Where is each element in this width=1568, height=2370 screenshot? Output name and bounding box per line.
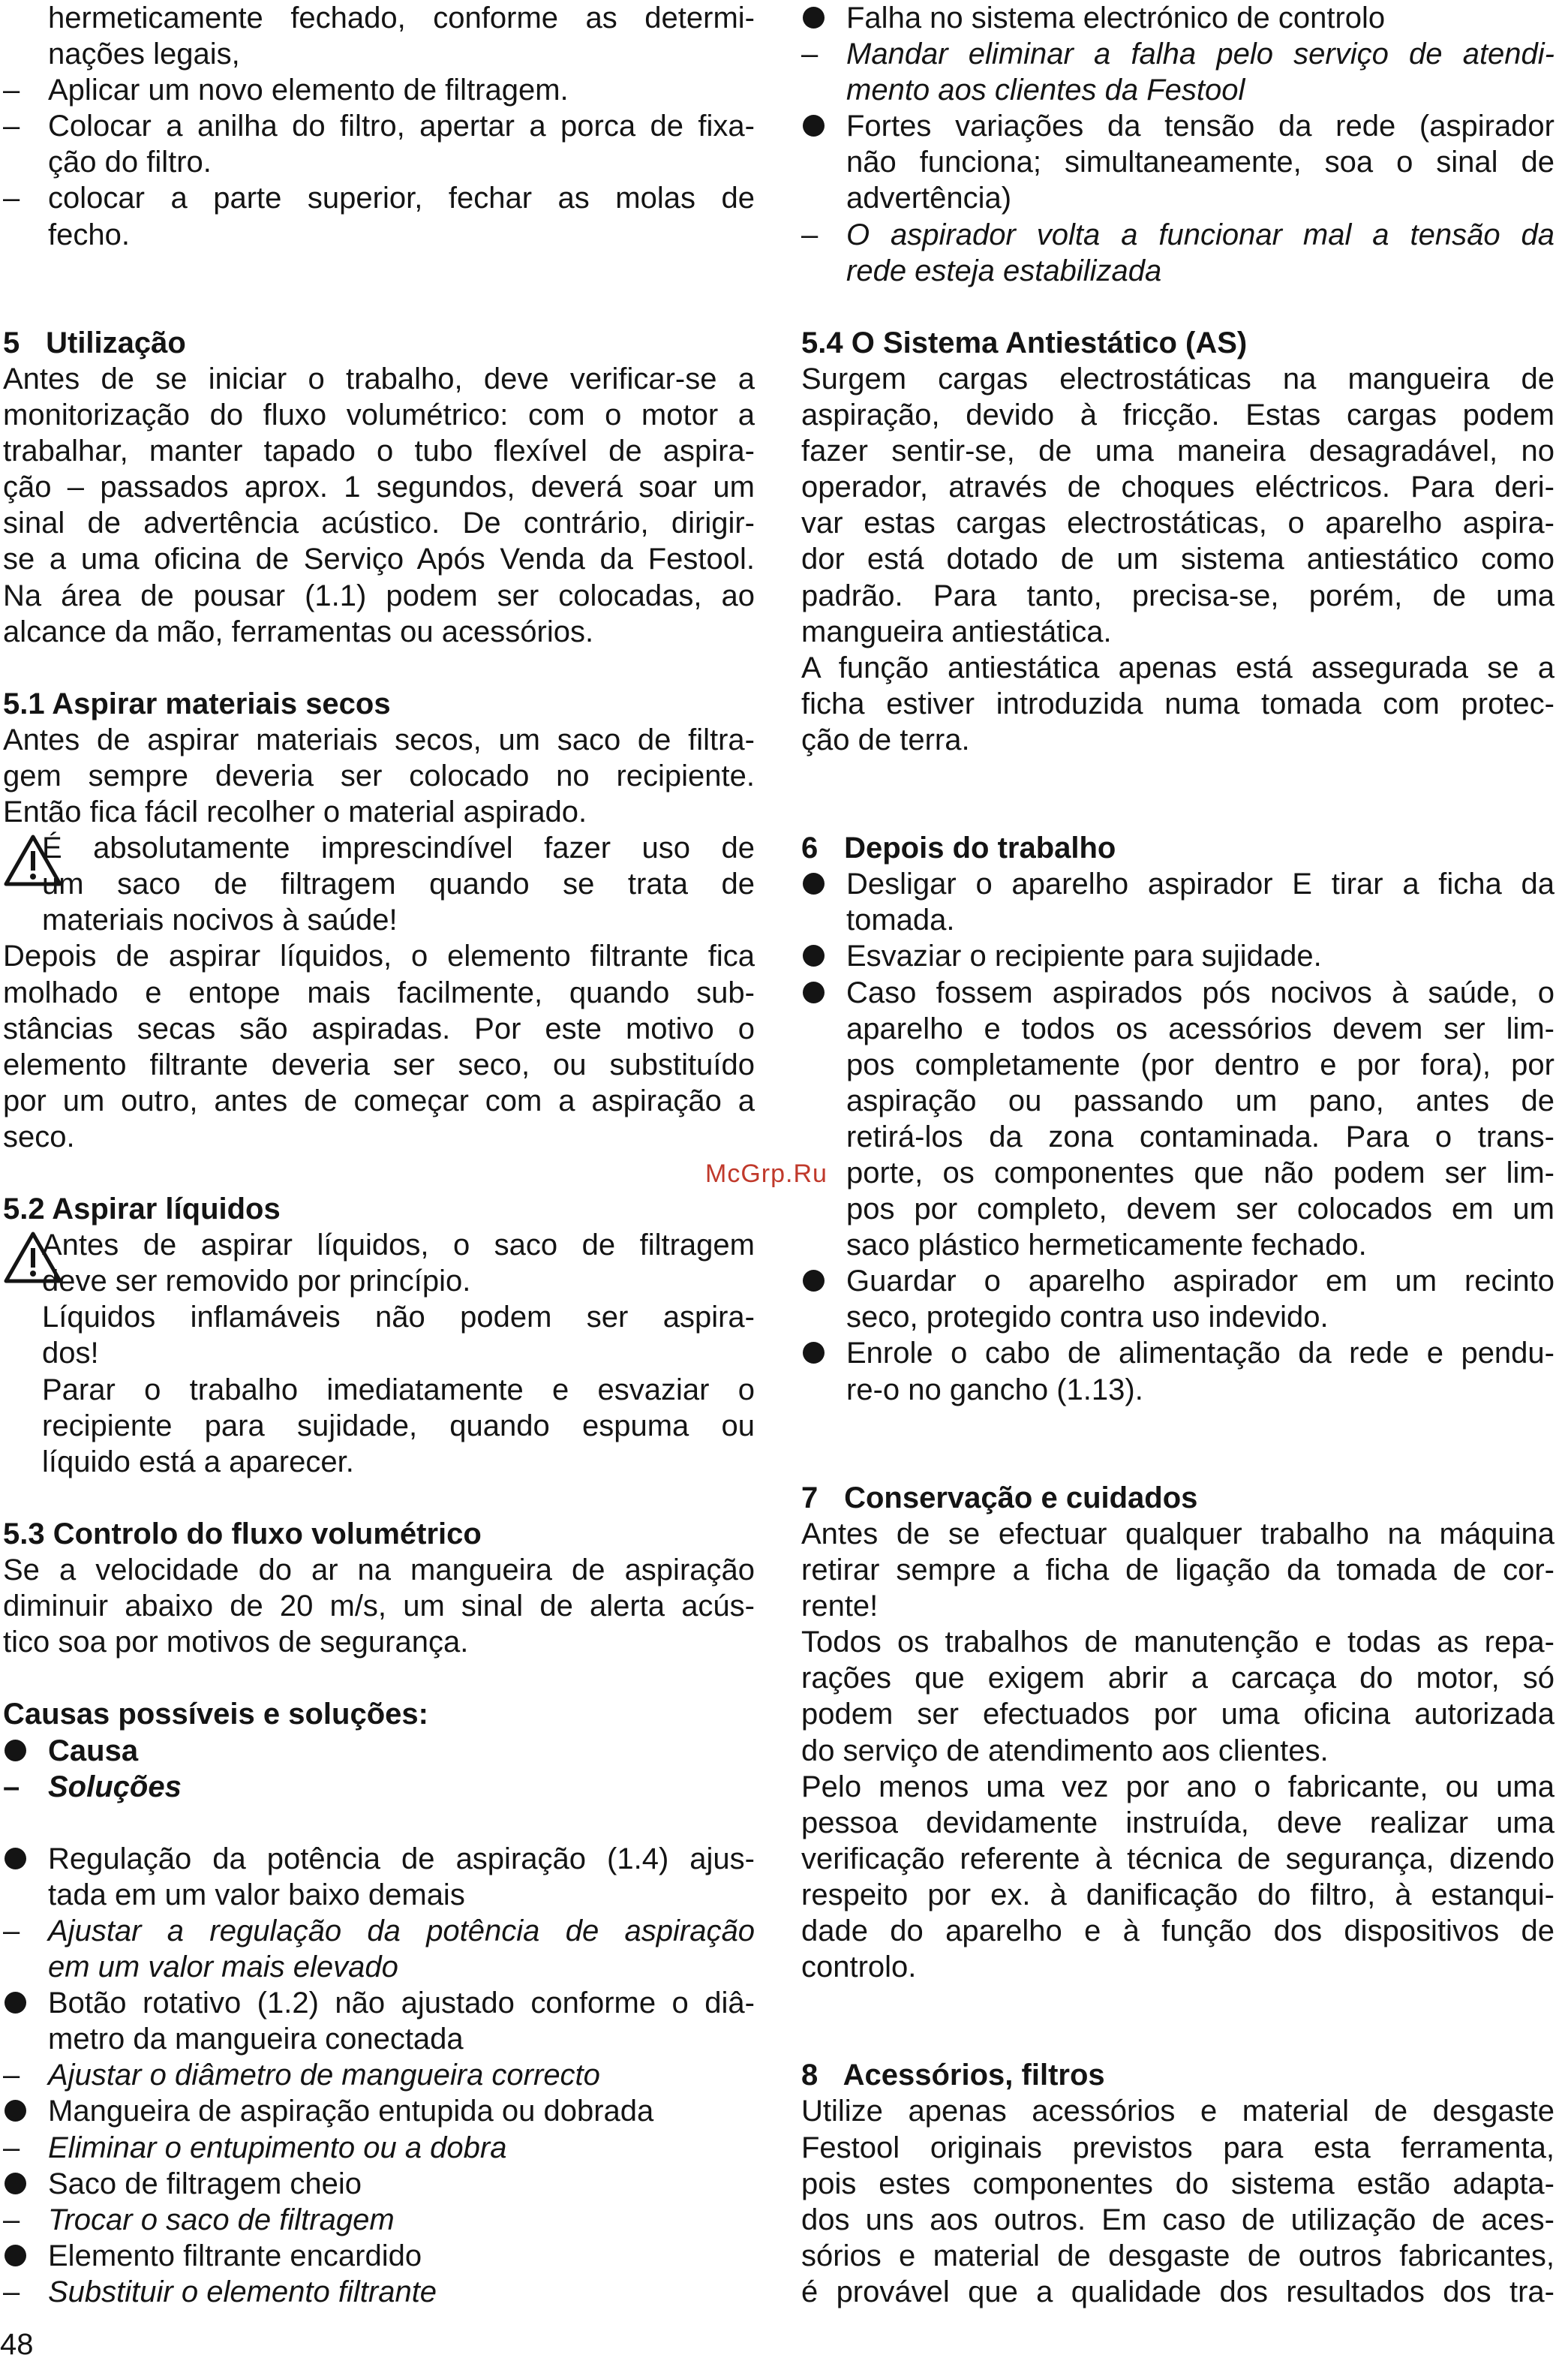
dash-marker: – <box>3 74 20 107</box>
solution-item <box>3 2202 755 2238</box>
item-text: Regulação da potência de aspiração (1.4) ajus- <box>48 1842 755 1875</box>
section-54-line: ficha estiver introduzida numa tomada com protec- <box>801 687 1554 720</box>
bullet-item <box>3 1841 755 1877</box>
item-text: Desligar o aparelho aspirador E tirar a ficha da <box>846 868 1554 901</box>
bullet-item <box>801 1372 1554 1408</box>
item-text: metro da mangueira conectada <box>48 2023 464 2056</box>
section-54-line: ção de terra. <box>801 723 970 756</box>
item-text: Enrole o cabo de alimentação da rede e pendu- <box>846 1337 1554 1370</box>
item-text: Caso fossem aspirados pós nocivos à saúde, o <box>846 976 1554 1009</box>
item-text: ção do filtro. <box>48 146 212 179</box>
bullet-item <box>801 975 1554 1011</box>
section-number: 5.3 <box>3 1517 45 1550</box>
section-51-line: stâncias secas são aspiradas. Por este motivo o <box>3 1012 755 1045</box>
item-text: seco, protegido contra uso indevido. <box>846 1301 1329 1334</box>
item-text: em um valor mais elevado <box>48 1950 398 1984</box>
item-text: fecho. <box>48 218 130 251</box>
section-54-line: A função antiestática apenas está assegurada se a <box>801 651 1554 684</box>
bullet-item <box>801 1155 1554 1191</box>
item-text: Falha no sistema electrónico de controlo <box>846 2 1386 35</box>
right-column <box>801 0 1554 2310</box>
item-text: Colocar a anilha do filtro, apertar a porca de fixa- <box>48 110 755 143</box>
section-7-line: verificação referente à técnica de segurança, dizendo <box>801 1842 1554 1875</box>
section-8-line: Festool originais previstos para esta ferramenta, <box>801 2131 1554 2164</box>
bullet-item <box>3 1985 755 2021</box>
section-title: Controlo do fluxo volumétrico <box>44 1517 482 1550</box>
bullet-item <box>801 938 1554 974</box>
section-53-line: tico soa por motivos de segurança. <box>3 1626 469 1659</box>
warning-line: Líquidos inflamáveis não podem ser aspira- <box>42 1301 755 1334</box>
solution-item <box>3 2274 755 2310</box>
spacer <box>3 650 755 686</box>
section-5-line: Na área de pousar (1.1) podem ser colocadas, ao <box>3 579 755 612</box>
warning-line: deve ser removido por princípio. <box>42 1265 471 1298</box>
section-8-line: Utilize apenas acessórios e material de desgaste <box>801 2095 1554 2128</box>
section-number: 5.4 <box>801 326 843 359</box>
item-text: saco plástico hermeticamente fechado. <box>846 1229 1367 1262</box>
bullet-item <box>801 1083 1554 1119</box>
section-54-line: dor está dotado de um sistema antiestático como <box>801 543 1554 576</box>
section-51-line: molhado e entope mais facilmente, quando sub- <box>3 976 755 1009</box>
section-8-line: pois estes componentes do sistema estão adapta- <box>801 2167 1554 2200</box>
warning-line: recipiente para sujidade, quando espuma ou <box>42 1409 755 1442</box>
intro-step <box>3 108 755 144</box>
section-54-line: operador, através de choques eléctricos. Para deri- <box>801 471 1554 504</box>
warning-line: dos! <box>42 1337 99 1370</box>
item-text: Eliminar o entupimento ou a dobra <box>48 2131 507 2164</box>
solution-item <box>3 2130 755 2166</box>
item-text: aspiração ou passando um pano, antes de <box>846 1084 1554 1117</box>
bullet-dot-icon <box>5 1848 26 1869</box>
dash-marker: – <box>3 1914 20 1947</box>
section-7-line: dade do aparelho e à função dos dispositivos de <box>801 1914 1554 1947</box>
bullet-item <box>801 1335 1554 1371</box>
bullet-dot-icon <box>803 1342 825 1364</box>
bullet-item <box>801 1011 1554 1047</box>
bullet-dot-icon <box>5 2245 26 2266</box>
bullet-dot-icon <box>803 1270 825 1292</box>
section-number: 6 <box>801 832 819 865</box>
bullet-dot-icon <box>803 7 825 29</box>
dash-marker: – <box>3 2203 20 2236</box>
spacer <box>3 253 755 325</box>
legend-cause <box>3 1733 755 1769</box>
intro-step <box>3 217 755 253</box>
section-7-line: do serviço de atendimento aos clientes. <box>801 1734 1329 1767</box>
item-text: Esvaziar o recipiente para sujidade. <box>846 940 1322 973</box>
section-7-line: retirar sempre a ficha de ligação da tomada de cor- <box>801 1553 1554 1587</box>
bullet-dot-icon <box>5 2173 26 2194</box>
item-text: mento aos clientes da Festool <box>846 74 1245 107</box>
spacer <box>801 1408 1554 1480</box>
section-51-line: gem sempre deveria ser colocado no recipiente. <box>3 759 755 793</box>
warning-block <box>3 830 755 938</box>
section-5-line: se a uma oficina de Serviço Após Venda da Festool. <box>3 543 755 576</box>
intro-line: nações legais, <box>48 38 240 71</box>
watermark: McGrp.Ru <box>705 1159 828 1188</box>
solution-item <box>801 36 1554 72</box>
bullet-item <box>801 1299 1554 1335</box>
bullet-item <box>801 0 1554 36</box>
bullet-dot-icon <box>5 2100 26 2122</box>
spacer <box>3 1480 755 1516</box>
spacer <box>3 1155 755 1191</box>
bullet-item <box>801 1263 1554 1299</box>
item-text: Mangueira de aspiração entupida ou dobrada <box>48 2095 654 2128</box>
dash-marker: – <box>3 2059 20 2092</box>
section-7-line: pessoa devidamente instruída, deve realizar uma <box>801 1806 1554 1839</box>
section-5-line: sinal de advertência acústico. De contrário, dirigir- <box>3 507 755 540</box>
bullet-dot-icon <box>5 1992 26 2014</box>
dash-marker: – <box>3 110 20 143</box>
bullet-dot-icon <box>803 945 825 967</box>
item-text: re-o no gancho (1.13). <box>846 1373 1143 1406</box>
item-text: Botão rotativo (1.2) não ajustado conforme o diâ- <box>48 1987 755 2020</box>
solution-item <box>3 1913 755 1949</box>
warning-line: É absolutamente imprescindível fazer uso de <box>42 832 755 865</box>
item-text: tomada. <box>846 904 955 937</box>
section-number: 7 <box>801 1481 819 1514</box>
section-title: Aspirar líquidos <box>44 1193 281 1226</box>
legend-solution-label: Soluções <box>48 1770 182 1803</box>
item-text: Mandar eliminar a falha pelo serviço de atendi- <box>846 38 1554 71</box>
bullet-item <box>801 1191 1554 1227</box>
section-7-line: Todos os trabalhos de manutenção e todas as repa- <box>801 1626 1554 1659</box>
section-5-line: ção – passados aprox. 1 segundos, deverá soar um <box>3 471 755 504</box>
item-text: pos completamente (por dentro e por fora), por <box>846 1048 1554 1081</box>
dash-marker: – <box>3 2275 20 2308</box>
bullet-item <box>801 1227 1554 1263</box>
section-7-line: Antes de se efectuar qualquer trabalho na máquina <box>801 1517 1554 1550</box>
spacer <box>801 289 1554 325</box>
section-7-line: rente! <box>801 1590 879 1623</box>
dash-marker: – <box>3 182 20 215</box>
bullet-dot-icon <box>803 115 825 137</box>
section-8-line: sórios e material de desgaste de outros fabricantes, <box>801 2239 1554 2272</box>
spacer <box>801 758 1554 830</box>
bullet-item <box>3 2093 755 2129</box>
item-text: Trocar o saco de filtragem <box>48 2203 395 2236</box>
bullet-item <box>3 2166 755 2202</box>
warning-line: um saco de filtragem quando se trata de <box>42 868 755 901</box>
bullet-item <box>801 180 1554 216</box>
bullet-item <box>3 1877 755 1913</box>
item-text: Ajustar o diâmetro de mangueira correcto <box>48 2059 600 2092</box>
item-text: Elemento filtrante encardido <box>48 2239 422 2272</box>
item-text: aparelho e todos os acessórios devem ser lim- <box>846 1012 1554 1045</box>
left-column <box>3 0 755 2310</box>
section-54-line: var estas cargas electrostáticas, o aparelho aspira- <box>801 507 1554 540</box>
bullet-item <box>3 2021 755 2057</box>
item-text: Ajustar a regulação da potência de aspiração <box>48 1914 755 1947</box>
section-title: O Sistema Antiestático (AS) <box>843 326 1248 359</box>
item-text: Fortes variações da tensão da rede (aspirador <box>846 110 1554 143</box>
section-title: Conservação e cuidados <box>836 1481 1198 1514</box>
section-title: Utilização <box>38 326 186 359</box>
bullet-item <box>801 866 1554 902</box>
section-7-line: Pelo menos uma vez por ano o fabricante, ou uma <box>801 1770 1554 1803</box>
warning-line: materiais nocivos à saúde! <box>42 904 398 937</box>
section-8-line: é provável que a qualidade dos resultados dos tra- <box>801 2275 1554 2308</box>
section-51-line: seco. <box>3 1120 75 1153</box>
solution-item <box>801 217 1554 253</box>
page-number: 48 <box>0 2328 34 2361</box>
bullet-dot-icon <box>803 873 825 895</box>
spacer <box>801 1985 1554 2057</box>
section-54-line: aspiração, devido à fricção. Estas cargas podem <box>801 399 1554 432</box>
solution-item <box>801 72 1554 108</box>
bullet-dot-icon <box>5 1740 26 1761</box>
section-53-line: diminuir abaixo de 20 m/s, um sinal de alerta acús- <box>3 1590 755 1623</box>
spacer <box>3 1805 755 1841</box>
section-5-line: alcance da mão, ferramentas ou acessórios. <box>3 615 594 648</box>
section-heading <box>3 686 755 722</box>
section-number: 5 <box>3 326 20 359</box>
section-7-line: controlo. <box>801 1950 917 1984</box>
legend-cause-label: Causa <box>48 1734 139 1767</box>
item-text: porte, os componentes que não podem ser lim- <box>846 1156 1554 1190</box>
section-8-line: dos uns aos outros. Em caso de utilização de aces- <box>801 2203 1554 2236</box>
bullet-item <box>801 108 1554 144</box>
intro-step <box>3 72 755 108</box>
bullet-item <box>801 1119 1554 1155</box>
item-text: rede esteja estabilizada <box>846 254 1162 287</box>
section-7-line: rações que exigem abrir a carcaça do motor, só <box>801 1662 1554 1695</box>
section-51-line: Depois de aspirar líquidos, o elemento filtrante fica <box>3 940 755 973</box>
section-title: Acessórios, filtros <box>836 2059 1105 2092</box>
item-text: Guardar o aparelho aspirador em um recinto <box>846 1265 1554 1298</box>
section-53-line: Se a velocidade do ar na mangueira de aspiração <box>3 1553 755 1587</box>
intro-step <box>3 144 755 180</box>
section-number: 5.2 <box>3 1193 45 1226</box>
solution-item <box>3 2057 755 2093</box>
bullet-dot-icon <box>803 982 825 1003</box>
legend-solution <box>3 1769 755 1805</box>
warning-line: Antes de aspirar líquidos, o saco de filtragem <box>42 1229 755 1262</box>
item-text: colocar a parte superior, fechar as molas de <box>48 182 755 215</box>
item-text: advertência) <box>846 182 1012 215</box>
dash-marker: – <box>801 38 819 71</box>
section-heading <box>801 830 1554 866</box>
item-text: Aplicar um novo elemento de filtragem. <box>48 74 569 107</box>
section-title: Aspirar materiais secos <box>44 687 391 720</box>
solution-item <box>801 253 1554 289</box>
section-54-line: fazer sentir-se, de uma maneira desagradável, no <box>801 435 1554 468</box>
section-heading <box>3 1191 755 1227</box>
item-text: O aspirador volta a funcionar mal a tensão da <box>846 218 1554 251</box>
section-heading <box>801 325 1554 361</box>
dash-marker: – <box>801 218 819 251</box>
causes-heading: Causas possíveis e soluções: <box>3 1698 428 1731</box>
intro-line: hermeticamente fechado, conforme as determi- <box>48 2 755 35</box>
bullet-item <box>3 2238 755 2274</box>
intro-step <box>3 180 755 216</box>
item-text: retirá-los da zona contaminada. Para o trans- <box>846 1120 1554 1153</box>
item-text: pos por completo, devem ser colocados em um <box>846 1193 1554 1226</box>
section-7-line: podem ser efectuados por uma oficina autorizada <box>801 1698 1554 1731</box>
bullet-item <box>801 1047 1554 1083</box>
section-5-line: monitorização do fluxo volumétrico: com o motor a <box>3 399 755 432</box>
section-heading <box>801 1480 1554 1516</box>
bullet-item <box>801 902 1554 938</box>
section-51-line: Antes de aspirar materiais secos, um saco de filtra- <box>3 723 755 756</box>
section-51-line: elemento filtrante deveria ser seco, ou substituído <box>3 1048 755 1081</box>
section-51-line: Então fica fácil recolher o material aspirado. <box>3 796 587 829</box>
section-7-line: respeito por ex. à danificação do filtro, à estanqui- <box>801 1878 1554 1911</box>
section-heading <box>801 2057 1554 2093</box>
section-54-line: mangueira antiestática. <box>801 615 1112 648</box>
section-54-line: padrão. Para tanto, precisa-se, porém, de uma <box>801 579 1554 612</box>
item-text: Saco de filtragem cheio <box>48 2167 362 2200</box>
section-number: 8 <box>801 2059 819 2092</box>
warning-line: Parar o trabalho imediatamente e esvaziar o <box>42 1373 755 1406</box>
section-heading <box>3 1516 755 1552</box>
dash-marker: – <box>3 2131 20 2164</box>
warning-block <box>3 1227 755 1480</box>
warning-line: líquido está a aparecer. <box>42 1445 354 1478</box>
bullet-item <box>801 144 1554 180</box>
section-51-line: por um outro, antes de começar com a aspiração a <box>3 1084 755 1117</box>
section-54-line: Surgem cargas electrostáticas na mangueira de <box>801 362 1554 396</box>
section-title: Depois do trabalho <box>836 832 1116 865</box>
item-text: tada em um valor baixo demais <box>48 1878 465 1911</box>
item-text: não funciona; simultaneamente, soa o sinal de <box>846 146 1554 179</box>
solution-item <box>3 1949 755 1985</box>
section-5-line: Antes de se iniciar o trabalho, deve verificar-se a <box>3 362 755 396</box>
section-number: 5.1 <box>3 687 45 720</box>
item-text: Substituir o elemento filtrante <box>48 2275 437 2308</box>
section-heading <box>3 325 755 361</box>
section-5-line: trabalhar, manter tapado o tubo flexível de aspira- <box>3 435 755 468</box>
spacer <box>3 1660 755 1696</box>
dash-marker: – <box>3 1770 20 1803</box>
